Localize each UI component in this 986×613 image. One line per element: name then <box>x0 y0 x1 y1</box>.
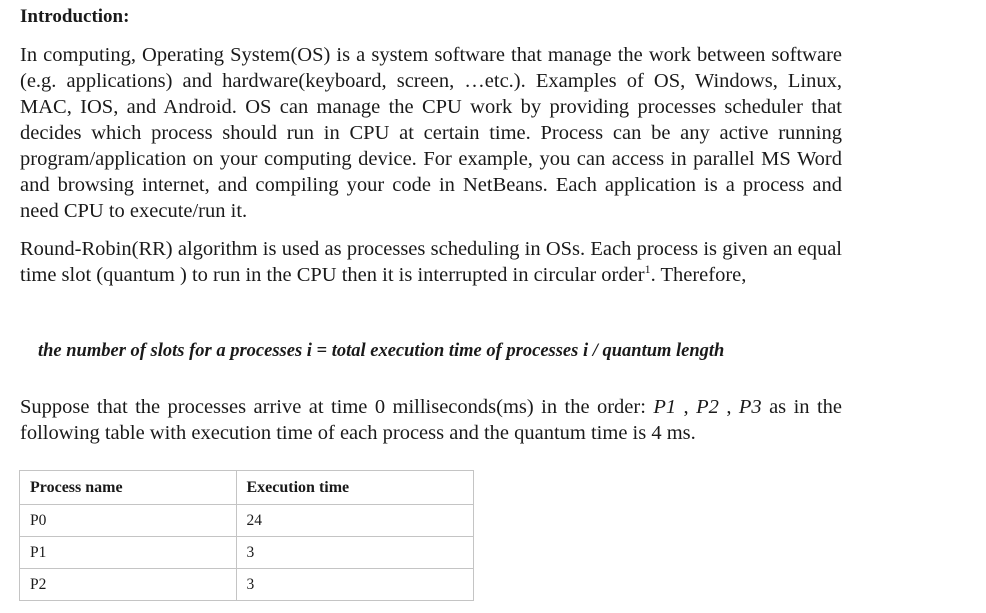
process-name-cell: P2 <box>20 569 237 601</box>
execution-time-cell: 24 <box>236 505 474 537</box>
table-row <box>20 537 474 569</box>
separator: , <box>676 396 697 418</box>
process-name-cell: P1 <box>20 537 237 569</box>
footnote-marker: 1 <box>644 262 651 276</box>
arrival-paragraph <box>20 394 842 446</box>
execution-time-cell: 3 <box>236 537 474 569</box>
execution-time-cell: 3 <box>236 569 474 601</box>
process-name-cell: P0 <box>20 505 237 537</box>
column-header-execution-time: Execution time <box>236 471 474 505</box>
process-table <box>19 470 474 601</box>
process-p3: P3 <box>738 396 762 418</box>
table-row <box>20 505 474 537</box>
arrival-text: Suppose that the processes arrive at time 0 milliseconds(ms) in the order: <box>20 396 654 418</box>
slots-formula: the number of slots for a processes i = total execution time of processes i / quantum length <box>38 341 725 361</box>
arrival-tail: as in the following table with execution time of each process and the quantum time is 4 ms. <box>20 396 842 444</box>
intro-paragraph: In computing, Operating System(OS) is a system software that manage the work between software (e.g. applications) and hardware(keyboard, screen, …etc.). Examples of OS, Windows, Linux, MAC, IOS, and Android. OS can manage the CPU work by providing processes scheduler that decides which process should run in CPU at certain time. Process can be any active running program/application on your computing device. For example, you can access in parallel MS Word and browsing internet, and compiling your code in NetBeans. Each application is a process and need CPU to execute/run it. <box>20 44 842 222</box>
separator: , <box>718 396 739 418</box>
table-header-row <box>20 471 474 505</box>
round-robin-text: Round-Robin(RR) algorithm is used as processes scheduling in OSs. Each process is given an equal time slot (quantum ) to run in the CPU then it is interrupted in circular order <box>20 238 842 286</box>
table-row <box>20 569 474 601</box>
process-p1: P1 <box>653 396 677 418</box>
column-header-process-name: Process name <box>20 471 237 505</box>
round-robin-paragraph <box>20 236 842 288</box>
round-robin-tail: . Therefore, <box>650 264 747 286</box>
section-heading: Introduction: <box>20 6 130 27</box>
process-p2: P2 <box>696 396 719 418</box>
